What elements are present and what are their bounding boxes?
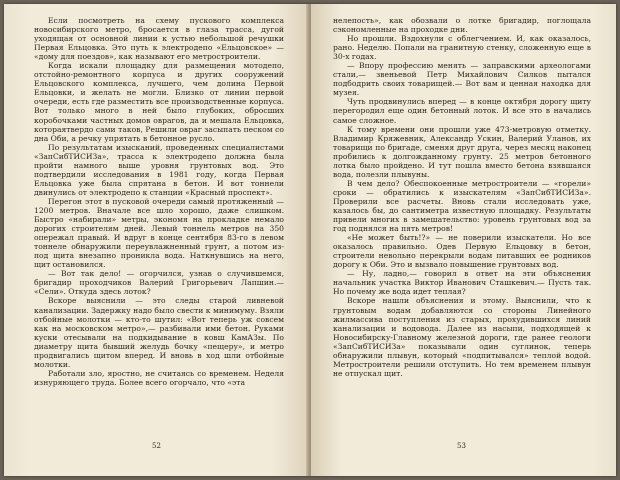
paragraph: — Ну, ладно,— говорил в ответ на эти объяснения начальник участка Виктор Иванович Сташкевич.— Пусть так. Но почему же вода идет теплая? [333,269,591,297]
paragraph: В чем дело? Обеспокоенные метростроители — «горели» сроки — обратились к изыскателям «ЗапСибТИСИЗа». Проверили все расчеты. Вновь стали исследовать уже, казалось бы, до сантиметра известную площадку. Результаты привели многих в замешательство: уровень грунтовых вод за год поднялся на пять метров! [333,178,591,234]
right-page-text [333,16,591,378]
paragraph: нелепость», как обозвали о лотке бригадир, поглощала сэкономленные на проходке дни. [333,16,591,35]
page-number-right: 53 [457,442,466,450]
paragraph: По результатам изысканий, проведенных специалистами «ЗапСибТИСИЗа», трасса к электродепо должна была пройти намного выше уровня грунтовых вод. Это подтвердили исследования в 1981 году, когда Первая Ельцовка уже была спрятана в бетон. И вот тоннели двинулись от электродепо к станции «Красный проспект». [34,142,284,197]
paragraph: Работали зло, яростно, не считаясь со временем. Неделя изнуряющего труда. Более всего огорчало, что «эта [34,368,284,387]
paragraph: — Вот так дело! — огорчился, узнав о случившемся, бригадир проходчиков Валерий Григорьевич Лапшин.— «Сели». Откуда здесь лоток? [34,269,284,297]
paragraph: Вскоре выяснили — это следы старой ливневой канализации. Задержку надо было свести к минимуму. Взяли отбойные молотки — кто-то шутил: «Вот теперь уж совсем как на московском метро»,— разбивали ими бетон. Руками куски отесывали на подкидывание в ковш КамАЗы. По диаметру щита бывший желудь бочку «пещеру», и метро продвигались щитом вперед. И вновь в ход шли отбойные молотки. [34,296,285,369]
paragraph: «Не может быть!?» — не поверили изыскатели. Но все оказалось правильно. Одев Первую Ельцовку в бетон, строители невольно перекрыли водам питавших ее родников дорогу к Оби. Это и вызвало повышение грунтовых вод. [333,233,591,270]
paragraph: — Впору профессию менять — заправскими археологами стали,— звеньевой Петр Михайлович Силков пытался подбодрить своих товарищей.— Вот вам и ценная находка для музея. [333,61,591,98]
paragraph: Но прошли. Вздохнули с облегчением. И, как оказалось, рано. Неделю. Попали на гранитную стенку, сложенную еще в 30-х годах. [333,34,591,62]
left-page-text [34,16,284,387]
right-page [311,4,616,476]
paragraph: Чуть продвинулись вперед — в конце октября дорогу щиту перегородил еще один бетонный лоток. И все это в начались самое сложное. [333,97,591,125]
book-spread [4,4,616,476]
paragraph: Перегон этот в пусковой очереди самый протяженный — 1200 метров. Вначале все шло хорошо, даже слишком. Быстро «набирали» метры, экономя на прокладке немало дорогих строителям дней. Левый тоннель метров на 350 опережал правый. И вдруг в конце сентября 83-го в левом тоннеле обнаружили переувлажненный грунт, а потом из-под щита внезапно проникла вода. Наткнувшись на него, щит остановился. [34,196,284,270]
paragraph: Если посмотреть на схему пускового комплекса новосибирского метро, бросается в глаза трасса, дугой уходящая от основной линии к устью небольшой речушки Первая Ельцовка. Это путь к электродепо «Ельцовское» — «дому для поездов», как называют его метростроители. [34,16,284,62]
left-page [4,4,309,476]
page-number-left: 52 [152,442,161,450]
paragraph: Вскоре нашли объяснения и этому. Выяснили, что к грунтовым водам добавляются со стороны Линейного жилмассива поступления из старых, прохудившихся линий канализации и водовода. Далее из насыпи, подходящей к Новосибирску-Главному железной дороги, где ранее геологи «ЗапСибТИСИЗа» показывали один суглинок, теперь обнаружили плывун, который «подпитывался» теплой водой. Метростроители решили отступить. Но тем временем плывун не отпускал щит. [333,296,591,378]
paragraph: К тому времени они прошли уже 473-метровую отметку. Владимир Кряжевник, Александр Ускин, Валерий Уланов, их товарищи по бригаде, сменяя друг друга, через месяц наконец пробились к долгожданному грунту. 25 метров бетонного лотка было пройдено. И тут пошла вместо бетона взявшаяся вода, полезли плывуны. [333,124,591,179]
paragraph: Когда искали площадку для размещения мотодепо, отстойно-ремонтного корпуса и других сооружений Ельцовского комплекса, лучшего, чем долина Первой Ельцовки, и желать не могли. Близко от линии первой очереди, есть где разместить все производственные корпуса. Вот только много в ней было глубоких, обросших коробочками частных домов оврагов, да и мешала Ельцовка, котораятвердо сами таков, Решили овраг засыпать песком со дна Оби, а речку упрятать в бетонное русло. [34,61,284,143]
